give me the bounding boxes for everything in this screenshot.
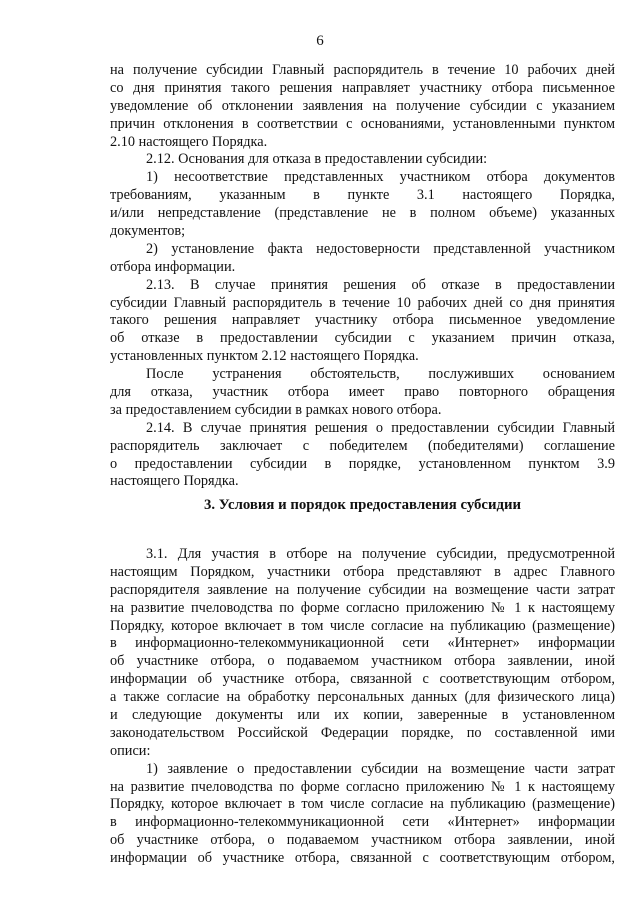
section-heading: 3. Условия и порядок предоставления субсидии (203, 497, 522, 513)
text-line: со дня принятия такого решения направляет участнику отбора письменное (110, 79, 615, 96)
text-line: субсидии Главный распорядитель в течение 10 рабочих дней со дня принятия (110, 294, 615, 311)
text-line: в информационно-телекоммуникационной сети «Интернет» информации (110, 635, 615, 652)
text-line: настоящим Порядком, участники отбора представляют в адрес Главного (110, 563, 615, 580)
text-line: об участнике отбора, о подаваемом участником отбора заявлении, иной (110, 653, 615, 670)
text-line: в информационно-телекоммуникационной сети «Интернет» информации (110, 814, 615, 831)
text-block-section-3 (110, 546, 615, 868)
text-line: 1) несоответствие представленных участником отбора документов (146, 169, 615, 186)
text-line: документов; (110, 223, 186, 240)
text-line: а также согласие на обработку персональных данных (для физического лица) (110, 689, 615, 706)
text-line: 2.13. В случае принятия решения об отказе в предоставлении (146, 276, 615, 293)
text-line: законодательством Российской Федерации порядке, по составленной ими (110, 724, 615, 741)
text-line: за предоставлением субсидии в рамках нового отбора. (110, 401, 442, 418)
text-line: на развитие пчеловодства по форме согласно приложению № 1 к настоящему (110, 778, 615, 795)
text-block-section-2 (110, 62, 615, 491)
text-line: 3.1. Для участия в отборе на получение субсидии, предусмотренной (146, 546, 615, 562)
text-line: распорядитель заключает с победителем (победителями) соглашение (110, 437, 615, 454)
text-line: информации об участнике отбора, связанной с соответствующим отбором, (110, 671, 615, 688)
text-line: Порядку, которое включает в том числе согласие на публикацию (размещение) (110, 796, 615, 813)
text-line: для отказа, участник отбора имеет право повторного обращения (110, 384, 615, 401)
text-line: установленных пунктом 2.12 настоящего Порядка. (110, 348, 419, 365)
text-line: 2.10 настоящего Порядка. (110, 133, 268, 150)
page-number: 6 (316, 33, 324, 49)
text-line: на развитие пчеловодства по форме согласно приложению № 1 к настоящему (110, 599, 615, 616)
text-line: описи: (110, 742, 151, 759)
text-line: информации об участнике отбора, связанной с соответствующим отбором, (110, 850, 615, 867)
text-line: 2.14. В случае принятия решения о предоставлении субсидии Главный (146, 419, 615, 436)
text-line: 1) заявление о предоставлении субсидии на возмещение части затрат (146, 760, 615, 777)
text-line: отбора информации. (110, 258, 236, 275)
text-line: о предоставлении субсидии в порядке, установленном пунктом 3.9 (110, 455, 615, 472)
text-line: 2.12. Основания для отказа в предоставлении субсидии: (146, 151, 488, 168)
text-line: и следующие документы или их копии, заверенные в установленном (110, 707, 615, 724)
text-line: требованиям, указанным в пункте 3.1 настоящего Порядка, (110, 187, 615, 204)
text-line: на получение субсидии Главный распорядитель в течение 10 рабочих дней (110, 62, 615, 78)
text-line: После устранения обстоятельств, послуживших основанием (146, 366, 615, 383)
text-line: распорядителя заявление на получение субсидии на возмещение части затрат (110, 581, 615, 598)
text-line: об отказе в предоставлении субсидии с указанием причин отказа, (110, 330, 615, 347)
text-line: причин отклонения в соответствии с основаниями, установленными пунктом (110, 115, 615, 132)
text-line: и/или непредставление (представление не в полном объеме) указанных (110, 205, 615, 222)
text-line: настоящего Порядка. (110, 473, 239, 490)
text-line: об участнике отбора, о подаваемом участником отбора заявлении, иной (110, 832, 615, 849)
text-line: такого решения направляет участнику отбора письменное уведомление (110, 312, 615, 329)
text-line: Порядку, которое включает в том числе согласие на публикацию (размещение) (110, 617, 615, 634)
text-line: уведомление об отклонении заявления на получение субсидии с указанием (110, 97, 615, 114)
text-line: 2) установление факта недостоверности представленной участником (146, 240, 615, 257)
